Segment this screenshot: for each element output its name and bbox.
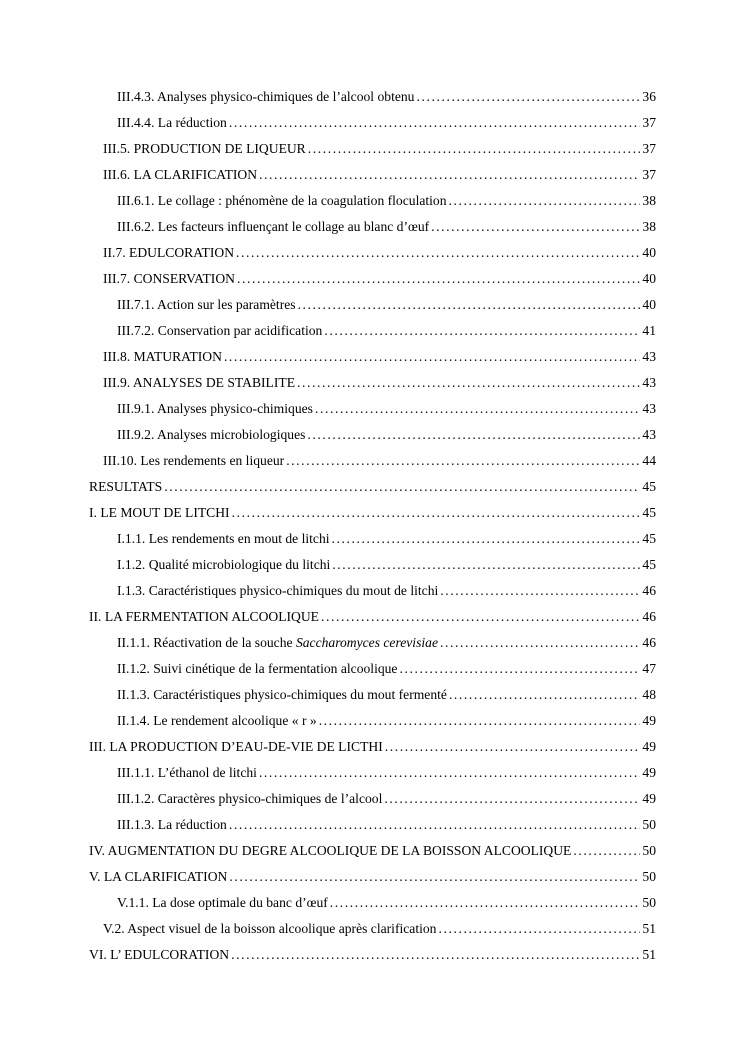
toc-entry-title: II.1.2. Suivi cinétique de la fermentation alcoolique: [117, 661, 398, 676]
toc-entry-title: V.1.1. La dose optimale du banc d’œuf: [117, 895, 328, 910]
toc-entry[interactable]: [0, 162, 745, 188]
toc-entry-page-number: 46: [642, 635, 656, 650]
dot-leader: [447, 188, 641, 214]
toc-entry[interactable]: [0, 812, 745, 838]
toc-entry[interactable]: [0, 292, 745, 318]
toc-entry[interactable]: [0, 318, 745, 344]
toc-entry-page-number: 46: [642, 609, 656, 624]
toc-entry[interactable]: [0, 578, 745, 604]
toc-entry-page-number: 43: [642, 375, 656, 390]
toc-entry[interactable]: [0, 344, 745, 370]
toc-entry[interactable]: [0, 890, 745, 916]
toc-entry-species-name: Saccharomyces cerevisiae: [295, 635, 438, 650]
toc-entry-page-number: 50: [642, 817, 656, 832]
toc-entry-label: [117, 318, 322, 344]
dot-leader: [284, 448, 640, 474]
toc-entry-label: [117, 422, 305, 448]
dot-leader: [305, 422, 640, 448]
toc-entry[interactable]: [0, 448, 745, 474]
toc-entry-label: [117, 682, 447, 708]
toc-entry-page-number: 37: [642, 141, 656, 156]
toc-entry-title: V. LA CLARIFICATION: [89, 869, 228, 884]
toc-entry-page-number: 51: [642, 947, 656, 962]
toc-entry-label: [103, 162, 257, 188]
dot-leader: [438, 578, 640, 604]
toc-entry-title: II.1.3. Caractéristiques physico-chimiques du mout fermenté: [117, 687, 447, 702]
toc-entry-title: III.9. ANALYSES DE STABILITE: [103, 375, 295, 390]
toc-entry-label: [89, 734, 383, 760]
toc-entry-label: [103, 136, 306, 162]
toc-entry[interactable]: [0, 786, 745, 812]
toc-entry-label: [89, 838, 571, 864]
toc-entry-title: III.4.4. La réduction: [117, 115, 227, 130]
toc-entry-label: [117, 656, 397, 682]
toc-entry-title: III.1.2. Caractères physico-chimiques de l’alcool: [117, 791, 383, 806]
toc-entry-title: III.6.1. Le collage : phénomène de la coagulation floculation: [117, 193, 447, 208]
toc-entry[interactable]: [0, 656, 745, 682]
toc-entry[interactable]: [0, 760, 745, 786]
toc-entry-page-number: 47: [642, 661, 656, 676]
toc-entry-title: I.1.3. Caractéristiques physico-chimiques du mout de litchi: [117, 583, 439, 598]
toc-entry-label: [117, 786, 382, 812]
toc-entry[interactable]: [0, 682, 745, 708]
toc-entry-title: III.1.3. La réduction: [117, 817, 227, 832]
toc-entry-title: III. LA PRODUCTION D’EAU-DE-VIE DE LICTHI: [89, 739, 383, 754]
toc-entry-page-number: 37: [642, 115, 656, 130]
toc-entry-label: [89, 604, 319, 630]
dot-leader: [447, 682, 640, 708]
toc-entry-page-number: 49: [642, 739, 656, 754]
toc-entry[interactable]: [0, 734, 745, 760]
toc-entry-label: [117, 630, 438, 656]
toc-entry[interactable]: [0, 916, 745, 942]
dot-leader: [162, 474, 640, 500]
toc-entry-title: IV. AUGMENTATION DU DEGRE ALCOOLIQUE DE LA BOISSON ALCOOLIQUE: [89, 843, 572, 858]
toc-entry-title: RESULTATS: [89, 479, 163, 494]
toc-entry-label: [117, 890, 328, 916]
toc-entry-title: III.7.1. Action sur les paramètres: [117, 297, 296, 312]
toc-entry-label: [117, 812, 227, 838]
toc-entry-label: [117, 188, 447, 214]
toc-entry[interactable]: [0, 474, 745, 500]
toc-entry-label: [117, 708, 317, 734]
toc-entry-label: [89, 864, 227, 890]
toc-entry-title: III.10. Les rendements en liqueur: [103, 453, 285, 468]
toc-entry[interactable]: [0, 604, 745, 630]
dot-leader: [296, 292, 641, 318]
toc-entry-title: II.1.4. Le rendement alcoolique « r »: [117, 713, 317, 728]
toc-entry[interactable]: [0, 84, 745, 110]
toc-entry-title: VI. L’ EDULCORATION: [89, 947, 230, 962]
dot-leader: [295, 370, 640, 396]
toc-entry-page-number: 38: [642, 193, 656, 208]
toc-entry-title: III.5. PRODUCTION DE LIQUEUR: [103, 141, 306, 156]
dot-leader: [414, 84, 640, 110]
toc-entry-label: [103, 370, 295, 396]
toc-entry-page-number: 38: [642, 219, 656, 234]
toc-entry-label: [103, 240, 234, 266]
toc-entry-page-number: 50: [642, 895, 656, 910]
toc-entry-page-number: 44: [642, 453, 656, 468]
toc-entry-label: [103, 448, 284, 474]
toc-entry-page-number: 43: [642, 427, 656, 442]
toc-entry-title: III.1.1. L’éthanol de litchi: [117, 765, 257, 780]
toc-entry-page-number: 49: [642, 713, 656, 728]
toc-entry-title: III.4.3. Analyses physico-chimiques de l’alcool obtenu: [117, 89, 415, 104]
toc-entry-label: [103, 916, 436, 942]
toc-entry[interactable]: [0, 370, 745, 396]
dot-leader: [330, 552, 640, 578]
toc-entry-title: I.1.1. Les rendements en mout de litchi: [117, 531, 330, 546]
toc-entry-label: [117, 84, 414, 110]
dot-leader: [319, 604, 640, 630]
toc-entry-page-number: 43: [642, 401, 656, 416]
toc-entry-title: III.6. LA CLARIFICATION: [103, 167, 258, 182]
toc-entry-page-number: 49: [642, 765, 656, 780]
toc-entry-title: I.1.2. Qualité microbiologique du litchi: [117, 557, 331, 572]
toc-entry[interactable]: [0, 188, 745, 214]
toc-entry-page-number: 48: [642, 687, 656, 702]
toc-entry-page-number: 40: [642, 271, 656, 286]
toc-entry[interactable]: [0, 240, 745, 266]
toc-entry[interactable]: [0, 214, 745, 240]
dot-leader: [230, 500, 641, 526]
dot-leader: [227, 864, 640, 890]
toc-entry-label: [117, 396, 313, 422]
toc-entry-label: [89, 500, 230, 526]
toc-entry-label: [117, 110, 227, 136]
toc-entry-title: III.8. MATURATION: [103, 349, 222, 364]
toc-entry[interactable]: [0, 266, 745, 292]
toc-entry-page-number: 41: [642, 323, 656, 338]
dot-leader: [438, 630, 640, 656]
table-of-contents: [0, 84, 745, 968]
toc-entry-label: [89, 942, 229, 968]
dot-leader: [317, 708, 641, 734]
toc-entry-page-number: 36: [642, 89, 656, 104]
toc-entry[interactable]: [0, 942, 745, 968]
toc-entry-page-number: 49: [642, 791, 656, 806]
toc-entry-title: II.1.1. Réactivation de la souche: [117, 635, 296, 650]
toc-entry[interactable]: [0, 422, 745, 448]
toc-entry-title: III.9.2. Analyses microbiologiques: [117, 427, 306, 442]
toc-entry-page-number: 51: [642, 921, 656, 936]
toc-entry[interactable]: [0, 526, 745, 552]
dot-leader: [227, 110, 641, 136]
dot-leader: [235, 266, 640, 292]
toc-entry-label: [103, 266, 235, 292]
toc-entry-title: III.7. CONSERVATION: [103, 271, 235, 286]
dot-leader: [328, 890, 641, 916]
dot-leader: [330, 526, 641, 552]
toc-entry-page-number: 46: [642, 583, 656, 598]
toc-entry-title: III.6.2. Les facteurs influençant le collage au blanc d’œuf: [117, 219, 430, 234]
toc-entry-page-number: 45: [642, 557, 656, 572]
toc-entry-title: II.7. EDULCORATION: [103, 245, 235, 260]
toc-entry-page-number: 43: [642, 349, 656, 364]
toc-entry-label: [117, 760, 257, 786]
dot-leader: [257, 760, 640, 786]
toc-entry-title: III.9.1. Analyses physico-chimiques: [117, 401, 313, 416]
toc-entry-label: [117, 552, 330, 578]
dot-leader: [227, 812, 641, 838]
dot-leader: [229, 942, 640, 968]
dot-leader: [397, 656, 640, 682]
dot-leader: [234, 240, 640, 266]
dot-leader: [322, 318, 640, 344]
toc-entry[interactable]: [0, 630, 745, 656]
toc-entry-label: [117, 214, 429, 240]
toc-entry-page-number: 37: [642, 167, 656, 182]
toc-entry[interactable]: [0, 396, 745, 422]
dot-leader: [306, 136, 641, 162]
toc-entry-page-number: 50: [642, 843, 656, 858]
toc-entry[interactable]: [0, 110, 745, 136]
toc-entry-page-number: 40: [642, 297, 656, 312]
toc-entry-label: [117, 578, 438, 604]
toc-entry-page-number: 45: [642, 531, 656, 546]
toc-entry[interactable]: [0, 500, 745, 526]
toc-entry-title: I. LE MOUT DE LITCHI: [89, 505, 230, 520]
toc-entry-title: III.7.2. Conservation par acidification: [117, 323, 323, 338]
toc-entry-page-number: 45: [642, 479, 656, 494]
toc-entry-label: [117, 526, 330, 552]
toc-entry[interactable]: [0, 136, 745, 162]
dot-leader: [257, 162, 640, 188]
dot-leader: [222, 344, 640, 370]
toc-entry-title: V.2. Aspect visuel de la boisson alcoolique après clarification: [103, 921, 437, 936]
toc-entry-label: [89, 474, 162, 500]
toc-entry-label: [103, 344, 222, 370]
toc-entry-page-number: 50: [642, 869, 656, 884]
toc-entry-page-number: 40: [642, 245, 656, 260]
dot-leader: [383, 734, 641, 760]
toc-entry[interactable]: [0, 838, 745, 864]
dot-leader: [313, 396, 640, 422]
toc-entry-page-number: 45: [642, 505, 656, 520]
dot-leader: [382, 786, 640, 812]
dot-leader: [571, 838, 640, 864]
toc-entry-label: [117, 292, 296, 318]
toc-entry[interactable]: [0, 864, 745, 890]
dot-leader: [436, 916, 640, 942]
toc-entry[interactable]: [0, 552, 745, 578]
dot-leader: [429, 214, 640, 240]
toc-entry-title: II. LA FERMENTATION ALCOOLIQUE: [89, 609, 319, 624]
toc-entry[interactable]: [0, 708, 745, 734]
